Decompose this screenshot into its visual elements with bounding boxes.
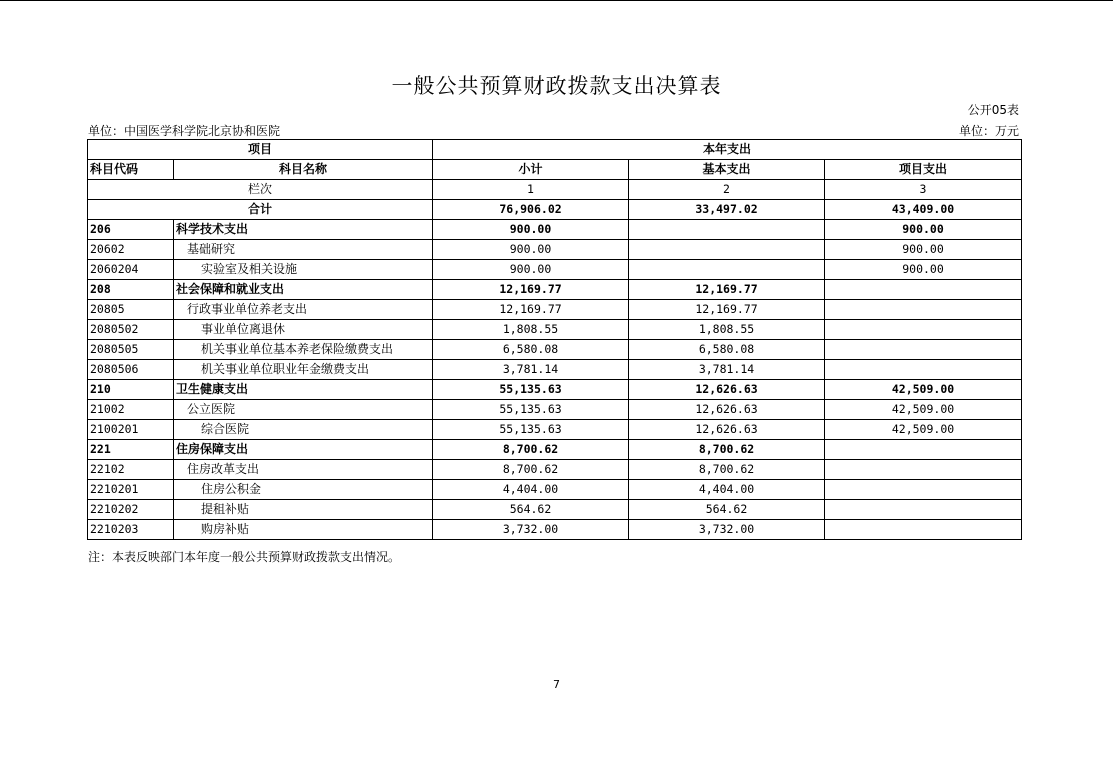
row-subtotal: 12,169.77 [433,300,629,320]
header-row-2 [88,160,1022,180]
row-basic: 6,580.08 [629,340,825,360]
row-subtotal: 55,135.63 [433,420,629,440]
table-row [88,380,1022,400]
row-code: 20602 [88,240,174,260]
row-code: 2210202 [88,500,174,520]
row-basic: 8,700.62 [629,440,825,460]
table-row [88,500,1022,520]
row-name: 机关事业单位职业年金缴费支出 [174,360,433,380]
table-row [88,220,1022,240]
header-name: 科目名称 [174,160,433,180]
table-row [88,480,1022,500]
header-subtotal: 小计 [433,160,629,180]
column-index-label: 栏次 [88,180,433,200]
row-code: 2080506 [88,360,174,380]
row-code: 2080502 [88,320,174,340]
total-project: 43,409.00 [825,200,1022,220]
row-project [825,300,1022,320]
row-subtotal: 900.00 [433,240,629,260]
row-basic: 1,808.55 [629,320,825,340]
table-row [88,240,1022,260]
row-project: 900.00 [825,240,1022,260]
row-basic [629,240,825,260]
row-subtotal: 6,580.08 [433,340,629,360]
row-code: 2100201 [88,420,174,440]
row-name: 住房改革支出 [174,460,433,480]
row-basic: 8,700.62 [629,460,825,480]
row-project [825,280,1022,300]
row-name: 社会保障和就业支出 [174,280,433,300]
column-index-row [88,180,1022,200]
row-project [825,460,1022,480]
row-project [825,320,1022,340]
row-name: 住房公积金 [174,480,433,500]
row-basic: 12,626.63 [629,420,825,440]
row-basic: 564.62 [629,500,825,520]
row-project: 42,509.00 [825,420,1022,440]
row-basic: 4,404.00 [629,480,825,500]
row-basic: 12,169.77 [629,300,825,320]
row-project [825,520,1022,540]
row-code: 22102 [88,460,174,480]
row-subtotal: 55,135.63 [433,380,629,400]
header-basic: 基本支出 [629,160,825,180]
row-basic [629,220,825,240]
row-basic: 12,626.63 [629,400,825,420]
row-name: 综合医院 [174,420,433,440]
table-row [88,260,1022,280]
table-row [88,340,1022,360]
header-row-1 [88,140,1022,160]
column-index-3: 3 [825,180,1022,200]
row-basic: 3,732.00 [629,520,825,540]
row-code: 2210203 [88,520,174,540]
row-code: 2210201 [88,480,174,500]
row-project: 900.00 [825,220,1022,240]
table-row [88,320,1022,340]
row-subtotal: 900.00 [433,260,629,280]
row-code: 2080505 [88,340,174,360]
total-basic: 33,497.02 [629,200,825,220]
row-project: 900.00 [825,260,1022,280]
row-project [825,360,1022,380]
total-subtotal: 76,906.02 [433,200,629,220]
row-project: 42,509.00 [825,380,1022,400]
table-row [88,300,1022,320]
row-subtotal: 4,404.00 [433,480,629,500]
table-note: 注：本表反映部门本年度一般公共预算财政拨款支出情况。 [88,550,401,564]
expenditure-table [87,139,1022,540]
column-index-2: 2 [629,180,825,200]
header-project: 项目支出 [825,160,1022,180]
row-code: 21002 [88,400,174,420]
row-subtotal: 8,700.62 [433,440,629,460]
row-subtotal: 8,700.62 [433,460,629,480]
row-name: 事业单位离退休 [174,320,433,340]
row-name: 实验室及相关设施 [174,260,433,280]
row-project [825,440,1022,460]
table-row [88,460,1022,480]
row-code: 20805 [88,300,174,320]
page-number: 7 [553,678,560,691]
table-row [88,400,1022,420]
row-project [825,480,1022,500]
row-name: 住房保障支出 [174,440,433,460]
page-title: 一般公共预算财政拨款支出决算表 [391,74,722,98]
row-name: 科学技术支出 [174,220,433,240]
row-project [825,500,1022,520]
row-subtotal: 12,169.77 [433,280,629,300]
row-name: 基础研究 [174,240,433,260]
currency-unit: 单位：万元 [958,124,1019,138]
row-code: 208 [88,280,174,300]
row-name: 机关事业单位基本养老保险缴费支出 [174,340,433,360]
row-name: 卫生健康支出 [174,380,433,400]
row-code: 206 [88,220,174,240]
row-basic: 12,169.77 [629,280,825,300]
table-row [88,520,1022,540]
row-basic [629,260,825,280]
reporting-unit: 单位：中国医学科学院北京协和医院 [88,124,281,138]
total-row [88,200,1022,220]
row-subtotal: 3,732.00 [433,520,629,540]
row-subtotal: 900.00 [433,220,629,240]
top-border-line [0,0,1113,1]
total-label: 合计 [88,200,433,220]
row-name: 行政事业单位养老支出 [174,300,433,320]
table-row [88,440,1022,460]
row-subtotal: 55,135.63 [433,400,629,420]
column-index-1: 1 [433,180,629,200]
row-subtotal: 1,808.55 [433,320,629,340]
row-subtotal: 3,781.14 [433,360,629,380]
header-code: 科目代码 [88,160,174,180]
table-row [88,280,1022,300]
row-code: 210 [88,380,174,400]
row-name: 购房补贴 [174,520,433,540]
row-project: 42,509.00 [825,400,1022,420]
row-name: 提租补贴 [174,500,433,520]
form-number: 公开05表 [967,103,1019,117]
row-name: 公立医院 [174,400,433,420]
table-row [88,420,1022,440]
row-basic: 3,781.14 [629,360,825,380]
row-code: 221 [88,440,174,460]
row-project [825,340,1022,360]
header-current-year: 本年支出 [433,140,1022,160]
row-basic: 12,626.63 [629,380,825,400]
row-code: 2060204 [88,260,174,280]
row-subtotal: 564.62 [433,500,629,520]
table-row [88,360,1022,380]
header-item: 项目 [88,140,433,160]
